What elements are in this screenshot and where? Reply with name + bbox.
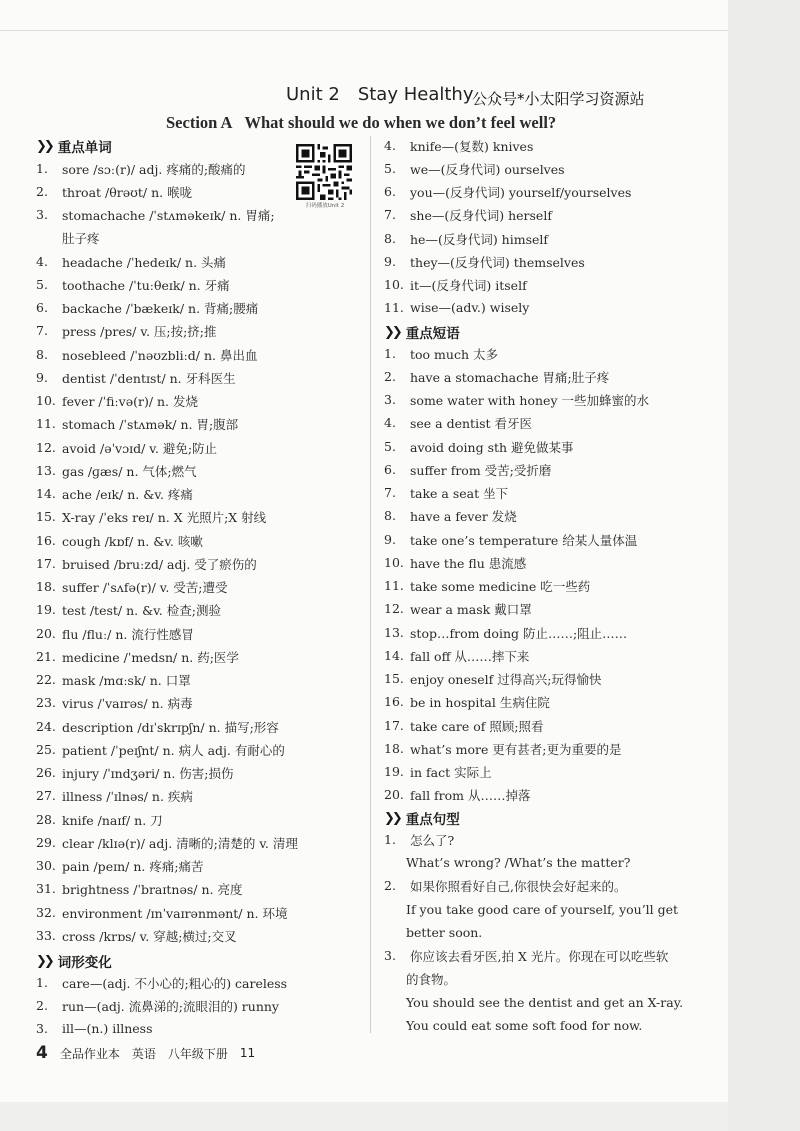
word-item: 15. X-ray /ˈeks reɪ/ n. X 光照片;X 射线 xyxy=(36,509,267,525)
section-question: What should we do when we don’t feel well? xyxy=(244,113,557,132)
word-form-item: 7. she—(反身代词) herself xyxy=(384,207,552,223)
phrase-item: 7. take a seat 坐下 xyxy=(384,485,509,501)
word-item: 7. press /pres/ v. 压;按;挤;推 xyxy=(36,323,217,339)
heading-label: 重点句型 xyxy=(405,812,460,828)
word-form-item: 9. they—(反身代词) themselves xyxy=(384,254,585,270)
word-item: 25. patient /ˈpeɪʃnt/ n. 病人 adj. 有耐心的 xyxy=(36,742,285,758)
word-item: 19. test /test/ n. &v. 检查;测验 xyxy=(36,602,221,618)
word-item: 16. cough /kɒf/ n. &v. 咳嗽 xyxy=(36,533,203,549)
word-item: 1. sore /sɔː(r)/ adj. 疼痛的;酸痛的 xyxy=(36,161,246,177)
heading-label: 重点单词 xyxy=(57,140,112,156)
word-item: 32. environment /ɪnˈvaɪrənmənt/ n. 环境 xyxy=(36,905,288,921)
phrase-item: 4. see a dentist 看牙医 xyxy=(384,415,532,431)
phrase-item: 20. fall from 从……掉落 xyxy=(384,787,531,803)
word-item: 28. knife /naɪf/ n. 刀 xyxy=(36,812,163,828)
scan-edge-right xyxy=(728,0,800,1131)
phrase-item: 15. enjoy oneself 过得高兴;玩得愉快 xyxy=(384,671,602,687)
column-divider xyxy=(370,136,371,1033)
double-chevron-icon: ❯❯ xyxy=(36,138,52,154)
word-form-item: 2. run—(adj. 流鼻涕的;流眼泪的) runny xyxy=(36,998,279,1014)
word-item: 21. medicine /ˈmedsn/ n. 药;医学 xyxy=(36,649,239,665)
word-form-item: 3. ill—(n.) illness xyxy=(36,1021,153,1036)
phrase-item: 13. stop…from doing 防止……;阻止…… xyxy=(384,625,628,641)
sentence-english: You could eat some soft food for now. xyxy=(406,1018,643,1033)
word-item: 33. cross /krɒs/ v. 穿越;横过;交叉 xyxy=(36,928,237,944)
word-form-item: 6. you—(反身代词) yourself/yourselves xyxy=(384,184,632,200)
word-form-item: 11. wise—(adv.) wisely xyxy=(384,300,530,315)
word-item-continued: 肚子疼 xyxy=(62,230,100,246)
phrase-item: 3. some water with honey 一些加蜂蜜的水 xyxy=(384,392,649,408)
phrase-item: 1. too much 太多 xyxy=(384,346,498,362)
phrase-item: 17. take care of 照顾;照看 xyxy=(384,718,544,734)
word-item: 4. headache /ˈhedeɪk/ n. 头痛 xyxy=(36,254,227,270)
word-item: 31. brightness /ˈbraɪtnəs/ n. 亮度 xyxy=(36,881,243,897)
phrase-item: 8. have a fever 发烧 xyxy=(384,508,517,524)
sentence-item: 3. 你应该去看牙医,拍 X 光片。你现在可以吃些软 xyxy=(384,948,669,964)
word-item: 14. ache /eɪk/ n. &v. 疼痛 xyxy=(36,486,193,502)
word-form-item: 8. he—(反身代词) himself xyxy=(384,231,549,247)
subject: 英语 xyxy=(131,1046,156,1061)
sentence-english: What’s wrong? /What’s the matter? xyxy=(406,855,631,870)
word-item: 20. flu /fluː/ n. 流行性感冒 xyxy=(36,626,194,642)
unit-label: Unit 2 xyxy=(286,84,340,105)
word-item: 3. stomachache /ˈstʌməkeɪk/ n. 胃痛; xyxy=(36,207,275,223)
word-item: 23. virus /ˈvaɪrəs/ n. 病毒 xyxy=(36,695,193,711)
double-chevron-icon: ❯❯ xyxy=(36,953,52,969)
sentence-item: 2. 如果你照看好自己,你很快会好起来的。 xyxy=(384,878,627,894)
word-item: 29. clear /klɪə(r)/ adj. 清晰的;清楚的 v. 清理 xyxy=(36,835,298,851)
word-form-item: 4. knife—(复数) knives xyxy=(384,138,534,154)
grade: 八年级下册 xyxy=(167,1046,228,1061)
qr-code-icon[interactable] xyxy=(296,144,352,200)
top-rule xyxy=(0,30,728,31)
double-chevron-icon: ❯❯ xyxy=(384,324,400,340)
unit-topic: Stay Healthy xyxy=(357,84,474,105)
heading-word-forms xyxy=(36,950,112,972)
sentence-english: You should see the dentist and get an X-ray. xyxy=(406,995,684,1010)
phrase-item: 12. wear a mask 戴口罩 xyxy=(384,601,532,617)
phrase-item: 14. fall off 从……摔下来 xyxy=(384,648,530,664)
word-item: 10. fever /ˈfiːvə(r)/ n. 发烧 xyxy=(36,393,198,409)
print-code: 11 xyxy=(239,1046,256,1060)
word-item: 24. description /dɪˈskrɪpʃn/ n. 描写;形容 xyxy=(36,719,279,735)
word-item: 13. gas /ɡæs/ n. 气体;燃气 xyxy=(36,463,197,479)
heading-key-words xyxy=(36,135,112,157)
word-item: 22. mask /mɑːsk/ n. 口罩 xyxy=(36,672,191,688)
word-item: 8. nosebleed /ˈnəʊzbliːd/ n. 鼻出血 xyxy=(36,347,258,363)
heading-label: 词形变化 xyxy=(57,955,112,971)
heading-key-sentences xyxy=(384,807,460,829)
word-form-item: 1. care—(adj. 不小心的;粗心的) careless xyxy=(36,975,288,991)
word-item: 11. stomach /ˈstʌmək/ n. 胃;腹部 xyxy=(36,416,239,432)
word-item: 12. avoid /əˈvɔɪd/ v. 避免;防止 xyxy=(36,440,218,456)
word-item: 26. injury /ˈɪndʒəri/ n. 伤害;损伤 xyxy=(36,765,234,781)
word-item: 17. bruised /bruːzd/ adj. 受了瘀伤的 xyxy=(36,556,257,572)
sentence-english: better soon. xyxy=(406,925,483,940)
word-item: 9. dentist /ˈdentɪst/ n. 牙科医生 xyxy=(36,370,236,386)
phrase-item: 11. take some medicine 吃一些药 xyxy=(384,578,591,594)
phrase-item: 5. avoid doing sth 避免做某事 xyxy=(384,439,574,455)
double-chevron-icon: ❯❯ xyxy=(384,810,400,826)
word-item: 18. suffer /ˈsʌfə(r)/ v. 受苦;遭受 xyxy=(36,579,228,595)
scan-edge-bottom xyxy=(0,1102,728,1131)
phrase-item: 19. in fact 实际上 xyxy=(384,764,492,780)
word-item: 5. toothache /ˈtuːθeɪk/ n. 牙痛 xyxy=(36,277,230,293)
page-number: 4 xyxy=(36,1043,48,1063)
word-item: 30. pain /peɪn/ n. 疼痛;痛苦 xyxy=(36,858,204,874)
word-form-item: 5. we—(反身代词) ourselves xyxy=(384,161,565,177)
section-label: Section A xyxy=(166,113,233,132)
page-footer xyxy=(36,1043,255,1063)
phrase-item: 2. have a stomachache 胃痛;肚子疼 xyxy=(384,369,610,385)
unit-title xyxy=(286,84,473,105)
phrase-item: 16. be in hospital 生病住院 xyxy=(384,694,550,710)
word-form-item: 10. it—(反身代词) itself xyxy=(384,277,527,293)
book-title: 全品作业本 xyxy=(59,1046,120,1061)
section-title xyxy=(166,113,556,133)
heading-label: 重点短语 xyxy=(405,326,460,342)
qr-caption: 扫码播放Unit 2 xyxy=(305,203,345,209)
phrase-item: 6. suffer from 受苦;受折磨 xyxy=(384,462,552,478)
phrase-item: 10. have the flu 患流感 xyxy=(384,555,527,571)
phrase-item: 9. take one’s temperature 给某人量体温 xyxy=(384,532,638,548)
phrase-item: 18. what’s more 更有甚者;更为重要的是 xyxy=(384,741,622,757)
sentence-item: 1. 怎么了? xyxy=(384,832,455,848)
word-item: 6. backache /ˈbækeɪk/ n. 背痛;腰痛 xyxy=(36,300,259,316)
sentence-english: If you take good care of yourself, you’ll get xyxy=(406,902,679,917)
heading-key-phrases xyxy=(384,321,460,343)
word-item: 27. illness /ˈɪlnəs/ n. 疾病 xyxy=(36,788,193,804)
sentence-chinese-continued: 的食物。 xyxy=(406,971,457,987)
watermark: 公众号*小太阳学习资源站 xyxy=(472,90,645,108)
word-item: 2. throat /θrəʊt/ n. 喉咙 xyxy=(36,184,193,200)
